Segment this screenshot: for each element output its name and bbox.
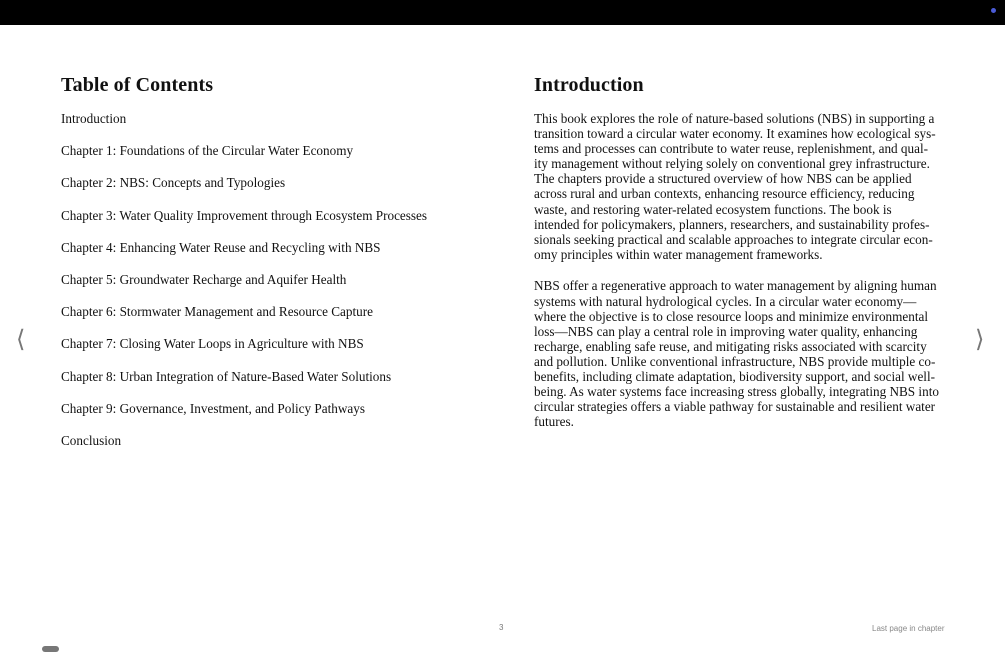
chapter-title: Introduction bbox=[534, 74, 644, 96]
next-page-chevron-icon[interactable]: ⟩ bbox=[975, 325, 985, 353]
toc-item[interactable]: Chapter 2: NBS: Concepts and Typologies bbox=[61, 175, 286, 191]
text-line: loss—NBS can play a central role in improving water quality, enhancing bbox=[534, 323, 918, 339]
text-line: This book explores the role of nature-based solutions (NBS) in supporting a bbox=[534, 111, 935, 126]
toc-item[interactable]: Chapter 3: Water Quality Improvement through Ecosystem Processes bbox=[61, 207, 428, 223]
toc-item[interactable]: Chapter 1: Foundations of the Circular Water Economy bbox=[61, 143, 354, 159]
text-line: sionals seeking practical and scalable approaches to integrate circular econ- bbox=[534, 231, 933, 247]
toc-item[interactable]: Chapter 5: Groundwater Recharge and Aquifer Health bbox=[61, 271, 347, 287]
text-line: and pollution. Unlike conventional infrastructure, NBS provide multiple co- bbox=[534, 353, 936, 369]
text-line: omy principles within water management frameworks. bbox=[534, 246, 823, 262]
toc-item[interactable]: Chapter 7: Closing Water Loops in Agriculture with NBS bbox=[61, 336, 364, 352]
paragraph bbox=[534, 111, 946, 262]
paragraph bbox=[534, 278, 946, 429]
text-line: recharge, enabling safe reuse, and mitigating risks associated with scarcity bbox=[534, 338, 927, 354]
text-line: systems with natural hydrological cycles. In a circular water economy— bbox=[534, 293, 917, 309]
text-line: NBS offer a regenerative approach to water management by aligning human bbox=[534, 278, 937, 294]
previous-page-chevron-icon[interactable]: ⟨ bbox=[16, 325, 26, 353]
toc-item[interactable]: Chapter 6: Stormwater Management and Resource Capture bbox=[61, 304, 374, 320]
table-of-contents bbox=[61, 110, 427, 464]
text-line: The chapters provide a structured overview of how NBS can be applied bbox=[534, 171, 912, 187]
text-line: futures. bbox=[534, 414, 574, 430]
text-line: where the objective is to close resource loops and minimize environmental bbox=[534, 308, 929, 324]
page-number: 3 bbox=[499, 623, 504, 632]
toc-item[interactable]: Chapter 4: Enhancing Water Reuse and Recycling with NBS bbox=[61, 239, 381, 255]
text-line: tems and processes can contribute to water reuse, replenishment, and qual- bbox=[534, 141, 929, 157]
toc-title: Table of Contents bbox=[61, 74, 214, 96]
text-line: benefits, including climate adaptation, biodiversity support, and social well- bbox=[534, 369, 936, 384]
chapter-status: Last page in chapter bbox=[872, 624, 945, 633]
text-line: circular strategies offers a viable pathway for sustainable and resilient water bbox=[534, 399, 936, 415]
text-line: waste, and restoring water-related ecosystem functions. The book is bbox=[534, 201, 892, 217]
text-line: being. As water systems face increasing stress globally, integrating NBS into bbox=[534, 384, 939, 400]
text-line: transition toward a circular water economy. It examines how ecological sys- bbox=[534, 126, 936, 142]
text-line: intended for policymakers, planners, researchers, and sustainability profes- bbox=[534, 216, 930, 232]
chapter-body bbox=[534, 111, 946, 446]
toc-item[interactable]: Chapter 9: Governance, Investment, and Policy Pathways bbox=[61, 400, 365, 416]
status-dot-icon bbox=[991, 8, 996, 13]
toc-item[interactable]: Chapter 8: Urban Integration of Nature-Based Water Solutions bbox=[61, 368, 392, 384]
text-line: across rural and urban contexts, enhancing resource efficiency, reducing bbox=[534, 186, 915, 202]
toc-item[interactable]: Conclusion bbox=[61, 432, 122, 448]
text-line: ity management without relying solely on conventional grey infrastructure. bbox=[534, 156, 930, 172]
top-bar bbox=[0, 0, 1005, 25]
toc-item[interactable]: Introduction bbox=[61, 111, 127, 126]
scroll-handle[interactable] bbox=[42, 646, 59, 652]
